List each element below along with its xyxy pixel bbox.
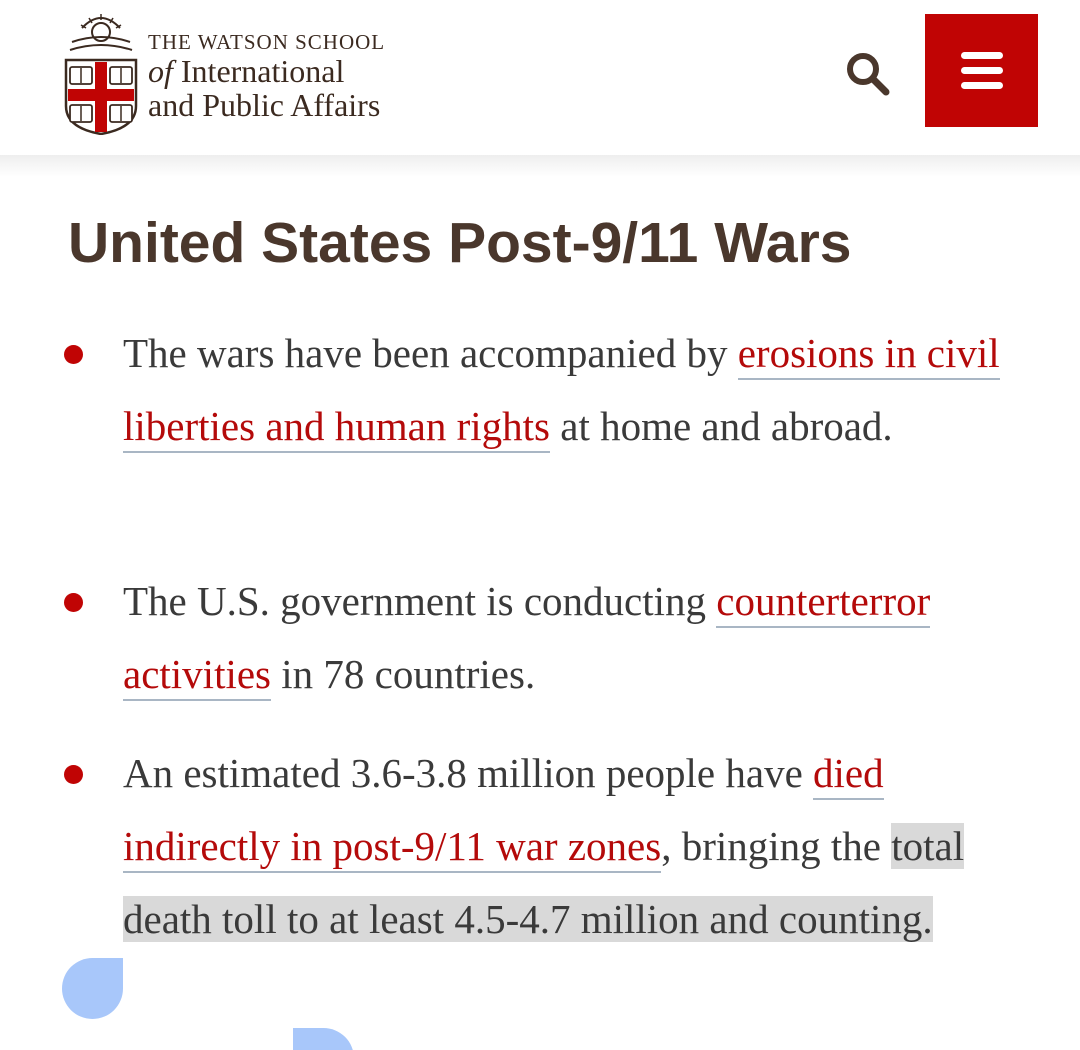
menu-bar-bottom bbox=[961, 82, 1003, 89]
logo-line-2 bbox=[148, 54, 408, 88]
site-header bbox=[0, 0, 1080, 155]
menu-button[interactable] bbox=[925, 14, 1038, 127]
link-counterterror-activities[interactable]: counterterror activities bbox=[123, 578, 930, 701]
logo-international: International bbox=[172, 53, 345, 89]
menu-bar-middle bbox=[961, 67, 1003, 74]
search-button[interactable] bbox=[838, 45, 898, 105]
text-segment: The wars have been accompanied by bbox=[123, 330, 738, 376]
logo-of: of bbox=[148, 53, 173, 89]
logo-line-1: THE WATSON SCHOOL bbox=[148, 30, 386, 54]
selection-start-handle[interactable] bbox=[62, 958, 123, 1019]
link-died-indirectly[interactable]: died indirectly in post-9/11 war zones bbox=[123, 750, 884, 873]
list-item-text bbox=[123, 565, 1023, 711]
menu-bar-top bbox=[961, 52, 1003, 59]
university-seal-icon bbox=[62, 10, 140, 135]
page-title: United States Post-9/11 Wars bbox=[68, 211, 852, 275]
school-logo-link[interactable] bbox=[62, 10, 402, 135]
text-segment: , bringing the bbox=[661, 823, 892, 869]
text-segment: in 78 countries. bbox=[271, 651, 536, 697]
text-segment: The U.S. government is conducting bbox=[123, 578, 717, 624]
header-shadow bbox=[0, 155, 1080, 177]
link-civil-liberties[interactable]: erosions in civil liberties and human rights bbox=[123, 330, 1000, 453]
selection-end-handle[interactable] bbox=[293, 1028, 354, 1050]
logo-wordmark bbox=[148, 30, 408, 122]
search-icon bbox=[838, 45, 898, 105]
list-item-text bbox=[123, 737, 1023, 956]
text-segment: at home and abroad. bbox=[550, 403, 893, 449]
list-item-text bbox=[123, 317, 1023, 463]
bullet-dot-icon bbox=[64, 345, 83, 364]
selected-text[interactable]: total death toll to at least 4.5-4.7 million and counting. bbox=[123, 823, 965, 942]
bullet-dot-icon bbox=[64, 765, 83, 784]
bullet-dot-icon bbox=[64, 593, 83, 612]
text-segment: An estimated 3.6-3.8 million people have bbox=[123, 750, 814, 796]
logo-line-3: and Public Affairs bbox=[148, 87, 381, 123]
